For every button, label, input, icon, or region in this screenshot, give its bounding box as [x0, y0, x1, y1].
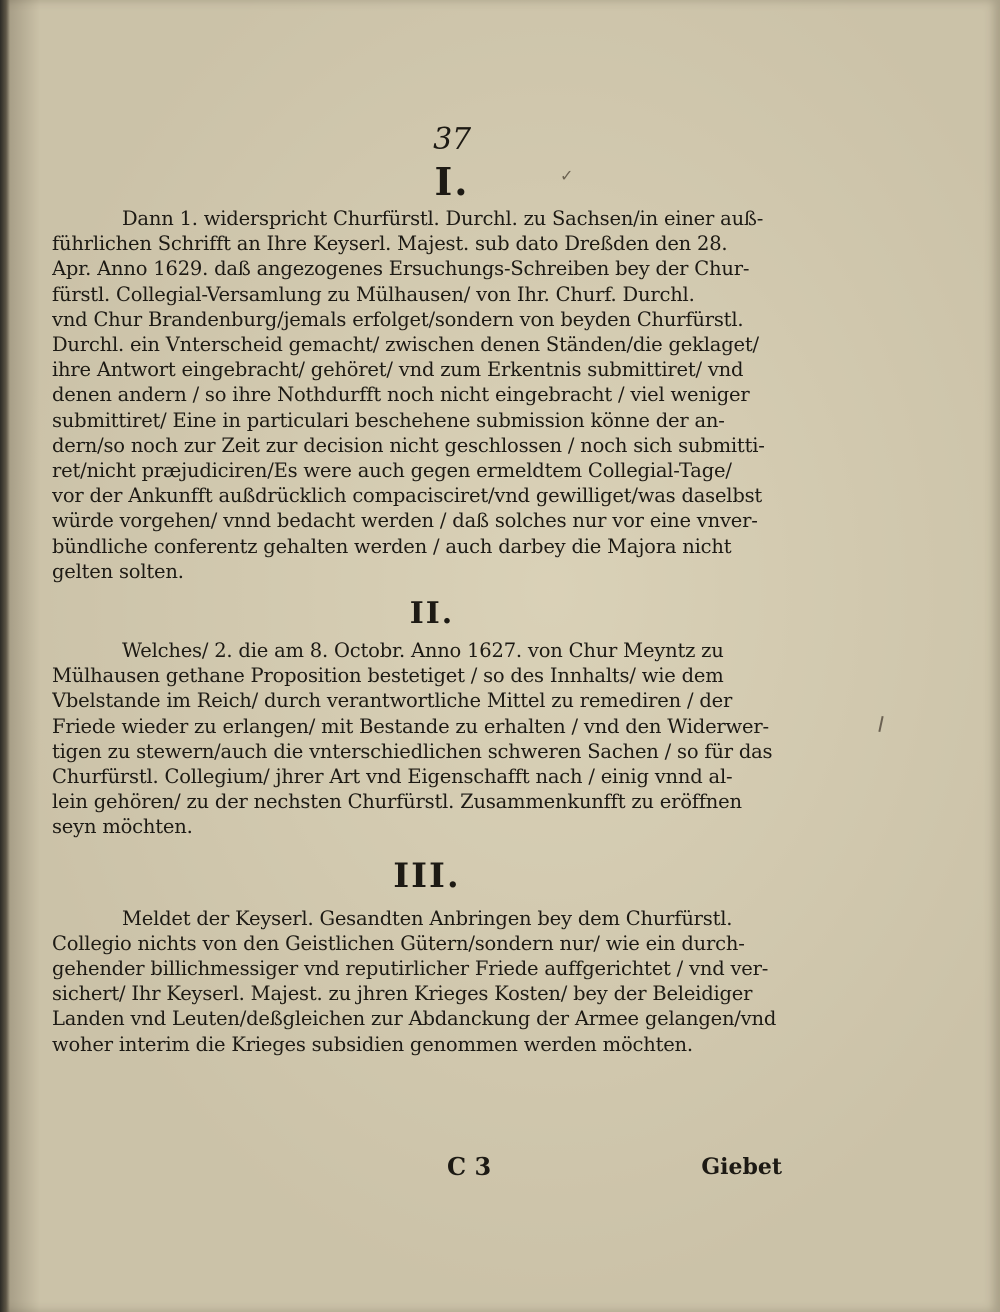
text-line: woher interim die Krieges subsidien genommen werden möchten. [52, 1032, 693, 1056]
catchword: Giebet [701, 1154, 782, 1180]
section-heading-3: III. [393, 855, 461, 896]
text-line: Apr. Anno 1629. daß angezogenes Ersuchungs-Schreiben bey der Chur- [52, 257, 750, 281]
text-line: tigen zu stewern/auch die vnterschiedlichen schweren Sachen / so für das [52, 739, 773, 763]
binding-shadow [0, 0, 10, 1312]
paragraph-3 [52, 906, 792, 1057]
text-line: Friede wieder zu erlangen/ mit Bestande zu erhalten / vnd den Widerwer- [52, 714, 769, 738]
text-line: submittiret/ Eine in particulari beschehene submission könne der an- [52, 408, 725, 432]
text-line: gelten solten. [52, 559, 184, 583]
text-line: Meldet der Keyserl. Gesandten Anbringen bey dem Churfürstl. [122, 906, 733, 930]
text-line: bündliche conferentz gehalten werden / auch darbey die Majora nicht [52, 534, 732, 558]
text-line: Welches/ 2. die am 8. Octobr. Anno 1627. von Chur Meyntz zu [122, 639, 724, 663]
text-line: ret/nicht præjudiciren/Es were auch gegen ermeldtem Collegial-Tage/ [52, 459, 732, 483]
text-line: Vbelstande im Reich/ durch verantwortliche Mittel zu remediren / der [52, 689, 733, 713]
margin-mark [878, 716, 883, 732]
text-line: seyn möchten. [52, 815, 193, 839]
text-line: würde vorgehen/ vnnd bedacht werden / daß solches nur vor eine vnver- [52, 509, 758, 533]
page-footer [52, 1152, 792, 1192]
text-line: gehender billichmessiger vnd reputirlicher Friede auffgerichtet / vnd ver- [52, 957, 769, 981]
signature-mark: C 3 [447, 1152, 492, 1181]
page-number: 37 [433, 122, 471, 157]
text-line: ihre Antwort eingebracht/ gehöret/ vnd zum Erkentnis submittiret/ vnd [52, 358, 744, 382]
paragraph-1 [52, 206, 792, 584]
text-line: lein gehören/ zu der nechsten Churfürstl. Zusammenkunfft zu eröffnen [52, 790, 742, 814]
ink-mark: ✓ [560, 166, 574, 185]
text-line: sichert/ Ihr Keyserl. Majest. zu jhren Krieges Kosten/ bey der Beleidiger [52, 982, 753, 1006]
text-line: Churfürstl. Collegium/ jhrer Art vnd Eigenschafft nach / einig vnnd al- [52, 765, 733, 789]
text-line: Landen vnd Leuten/deßgleichen zur Abdanckung der Armee gelangen/vnd [52, 1007, 777, 1031]
text-line: Durchl. ein Vnterscheid gemacht/ zwischen denen Ständen/die geklaget/ [52, 333, 759, 357]
text-line: Collegio nichts von den Geistlichen Gütern/sondern nur/ wie ein durch- [52, 931, 745, 955]
text-line: vnd Chur Brandenburg/jemals erfolget/sondern von beyden Churfürstl. [52, 307, 744, 331]
text-line: fürstl. Collegial-Versamlung zu Mülhausen/ von Ihr. Churf. Durchl. [52, 282, 695, 306]
text-line: Mülhausen gethane Proposition bestetiget / so des Innhalts/ wie dem [52, 664, 724, 688]
page-text [52, 120, 792, 1057]
paragraph-2 [52, 638, 792, 840]
text-line: Dann 1. widerspricht Churfürstl. Durchl. zu Sachsen/in einer auß- [122, 207, 764, 230]
text-line: dern/so noch zur Zeit zur decision nicht geschlossen / noch sich submitti- [52, 433, 765, 457]
text-line: denen andern / so ihre Nothdurfft noch nicht eingebracht / viel weniger [52, 383, 750, 407]
section-heading-1: I. [434, 159, 470, 204]
text-line: vor der Ankunfft außdrücklich compacisciret/vnd gewilliget/was daselbst [52, 484, 763, 508]
section-heading-2: II. [409, 596, 455, 632]
text-line: führlichen Schrifft an Ihre Keyserl. Majest. sub dato Dreßden den 28. [52, 232, 728, 256]
